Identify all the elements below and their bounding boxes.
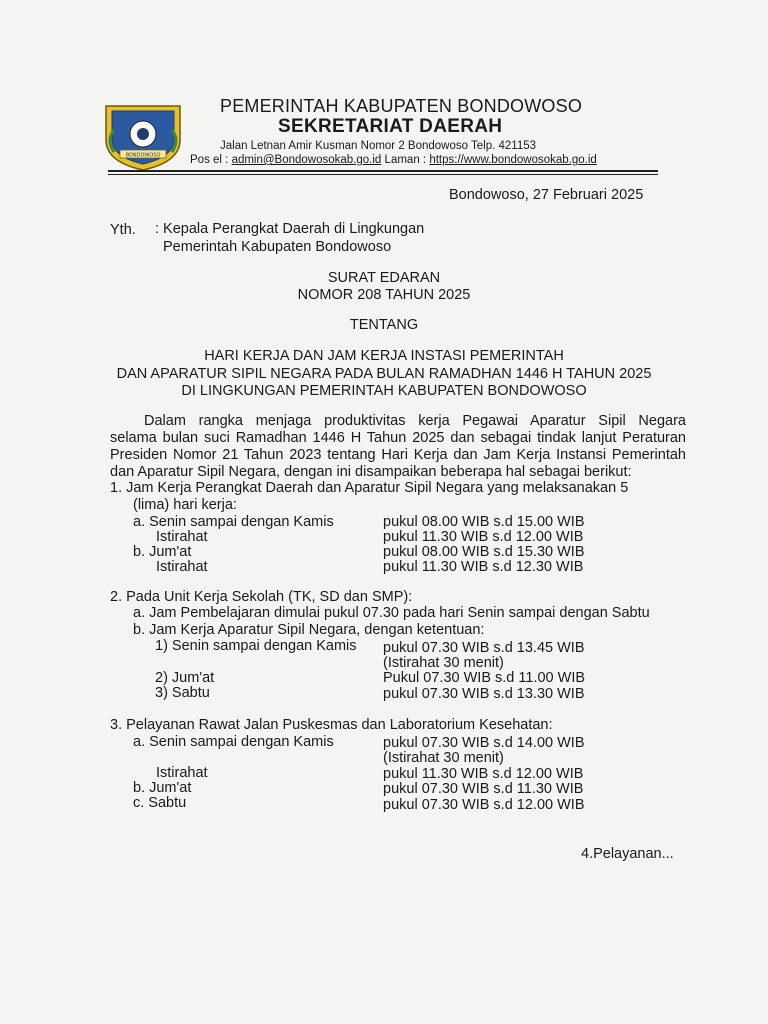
letterhead-divider-thick: [108, 170, 658, 172]
item-1-heading-cont: (lima) hari kerja:: [133, 497, 237, 513]
item-3a-note: (Istirahat 30 menit): [383, 750, 504, 766]
subject-line-2: DAN APARATUR SIPIL NEGARA PADA BULAN RAMADHAN 1446 H TAHUN 2025: [116, 366, 652, 382]
subject-line-1: HARI KERJA DAN JAM KERJA INSTASI PEMERINTAH: [204, 348, 564, 364]
item-2b1-time: pukul 07.30 WIB s.d 13.45 WIB: [383, 640, 585, 656]
recipient-line-2: Pemerintah Kabupaten Bondowoso: [163, 239, 392, 255]
email-label: Pos el :: [190, 154, 229, 166]
continuation-marker: 4.Pelayanan...: [581, 846, 674, 862]
item-3b-label: b. Jum'at: [133, 780, 192, 796]
item-1b-break-time: pukul 11.30 WIB s.d 12.30 WIB: [383, 559, 584, 575]
letterhead-address: Jalan Letnan Amir Kusman Nomor 2 Bondowoso Telp. 421153: [220, 140, 537, 152]
item-2b1-label: 1) Senin sampai dengan Kamis: [155, 638, 357, 654]
item-3a-time: pukul 07.30 WIB s.d 14.00 WIB: [383, 735, 585, 751]
item-1a-label: a. Senin sampai dengan Kamis: [133, 514, 334, 530]
item-1b-break-label: Istirahat: [156, 559, 208, 575]
svg-text:BONDOWOSO: BONDOWOSO: [125, 152, 161, 159]
letterhead-contact: [190, 154, 597, 166]
item-2b-text: b. Jam Kerja Aparatur Sipil Negara, dengan ketentuan:: [133, 622, 485, 638]
recipient-label: Yth.: [110, 222, 136, 238]
item-1-heading: 1. Jam Kerja Perangkat Daerah dan Aparatur Sipil Negara yang melaksanakan 5: [110, 480, 629, 496]
item-2a-text: a. Jam Pembelajaran dimulai pukul 07.30 pada hari Senin sampai dengan Sabtu: [133, 605, 650, 621]
item-3c-time: pukul 07.30 WIB s.d 12.00 WIB: [383, 797, 585, 813]
item-2b2-time: Pukul 07.30 WIB s.d 11.00 WIB: [383, 670, 586, 686]
letterhead-unit: SEKRETARIAT DAERAH: [278, 116, 503, 137]
intro-line: dan Aparatur Sipil Negara, dengan ini disampaikan beberapa hal sebagai berikut:: [110, 464, 632, 480]
item-3a-label: a. Senin sampai dengan Kamis: [133, 734, 334, 750]
intro-paragraph: [110, 413, 686, 481]
intro-line: Dalam rangka menjaga produktivitas kerja Pegawai Aparatur Sipil Negara: [144, 413, 686, 429]
bondowoso-regency-logo: [100, 100, 186, 172]
item-2b3-time: pukul 07.30 WIB s.d 13.30 WIB: [383, 686, 585, 702]
item-3a-break-label: Istirahat: [156, 765, 208, 781]
web-link[interactable]: https://www.bondowosokab.go.id: [429, 154, 597, 166]
item-1a-break-label: Istirahat: [156, 529, 208, 545]
date-line: Bondowoso, 27 Februari 2025: [449, 187, 644, 203]
item-2b1-note: (Istirahat 30 menit): [383, 655, 504, 671]
doc-type: SURAT EDARAN: [327, 270, 441, 286]
item-3-heading: 3. Pelayanan Rawat Jalan Puskesmas dan Laboratorium Kesehatan:: [110, 717, 553, 733]
item-3b-time: pukul 07.30 WIB s.d 11.30 WIB: [383, 781, 584, 797]
intro-line: Presiden Nomor 21 Tahun 2023 tentang Hari Kerja dan Jam Kerja Instansi Pemerintah: [110, 447, 686, 463]
item-2b3-label: 3) Sabtu: [155, 685, 210, 701]
intro-line: selama bulan suci Ramadhan 1446 H Tahun 2025 dan sebagai tindak lanjut Peraturan: [110, 430, 686, 446]
letterhead-org: PEMERINTAH KABUPATEN BONDOWOSO: [220, 96, 583, 116]
item-1a-break-time: pukul 11.30 WIB s.d 12.00 WIB: [383, 529, 584, 545]
item-3a-break-time: pukul 11.30 WIB s.d 12.00 WIB: [383, 766, 584, 782]
item-1b-label: b. Jum'at: [133, 544, 192, 560]
email-link[interactable]: admin@Bondowosokab.go.id: [231, 154, 382, 166]
recipient-line-1: : Kepala Perangkat Daerah di Lingkungan: [155, 221, 425, 237]
item-2b2-label: 2) Jum'at: [155, 670, 215, 686]
doc-about: TENTANG: [349, 317, 419, 333]
doc-number: NOMOR 208 TAHUN 2025: [297, 287, 471, 303]
item-1b-time: pukul 08.00 WIB s.d 15.30 WIB: [383, 544, 585, 560]
item-1a-time: pukul 08.00 WIB s.d 15.00 WIB: [383, 514, 585, 530]
web-label: Laman :: [384, 154, 427, 166]
subject-line-3: DI LINGKUNGAN PEMERINTAH KABUPATEN BONDOWOSO: [181, 383, 587, 399]
item-2-heading: 2. Pada Unit Kerja Sekolah (TK, SD dan SMP):: [110, 589, 413, 605]
letterhead-divider-thin: [108, 174, 658, 175]
item-3c-label: c. Sabtu: [133, 795, 187, 811]
